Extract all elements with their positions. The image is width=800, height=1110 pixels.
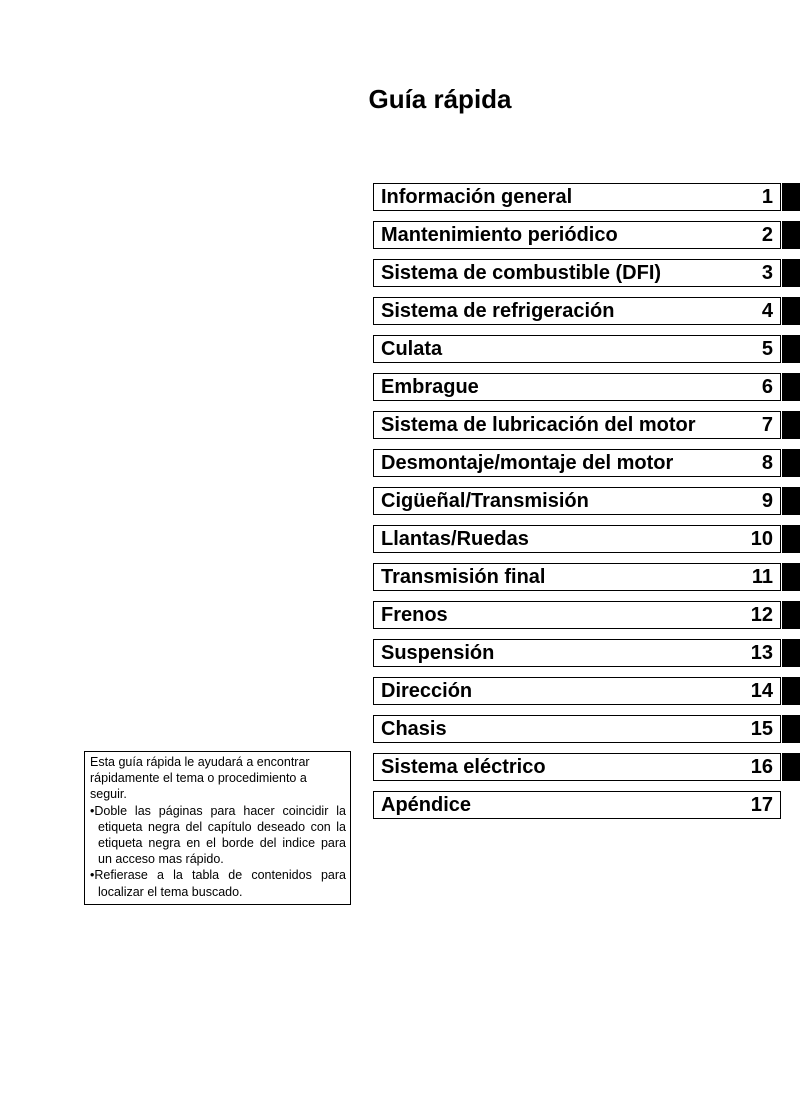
chapter-number: 17 xyxy=(750,794,773,816)
chapter-number: 8 xyxy=(761,452,773,474)
chapter-entry-3[interactable] xyxy=(373,259,800,287)
chapter-label: Sistema de combustible (DFI) xyxy=(381,262,662,284)
chapter-label: Suspensión xyxy=(381,642,495,664)
chapter-label: Transmisión final xyxy=(381,566,546,588)
chapter-entry-11[interactable] xyxy=(373,563,800,591)
chapter-number: 13 xyxy=(750,642,773,664)
chapter-entry-17[interactable] xyxy=(373,791,800,819)
chapter-entry-8[interactable] xyxy=(373,449,800,477)
chapter-entry-15[interactable] xyxy=(373,715,800,743)
chapter-tab xyxy=(782,563,800,591)
chapter-number: 6 xyxy=(761,376,773,398)
chapter-tab xyxy=(782,259,800,287)
chapter-label: Frenos xyxy=(381,604,448,626)
chapter-entry-10[interactable] xyxy=(373,525,800,553)
chapter-number: 14 xyxy=(750,680,773,702)
instructions-intro: Esta guía rápida le ayudará a encontrar rápidamente el tema o procedimiento a seguir. xyxy=(90,755,310,802)
chapter-label: Sistema eléctrico xyxy=(381,756,546,778)
chapter-number: 4 xyxy=(761,300,773,322)
chapter-number: 3 xyxy=(761,262,773,284)
chapter-entry-13[interactable] xyxy=(373,639,800,667)
chapter-label: Cigüeñal/Transmisión xyxy=(381,490,589,512)
chapter-tab xyxy=(782,183,800,211)
chapter-tab xyxy=(782,297,800,325)
chapter-label: Sistema de lubricación del motor xyxy=(381,414,696,436)
chapter-index xyxy=(373,183,800,829)
chapter-entry-6[interactable] xyxy=(373,373,800,401)
chapter-tab xyxy=(782,639,800,667)
chapter-entry-4[interactable] xyxy=(373,297,800,325)
chapter-entry-14[interactable] xyxy=(373,677,800,705)
chapter-number: 16 xyxy=(750,756,773,778)
chapter-entry-9[interactable] xyxy=(373,487,800,515)
page-title: Guía rápida xyxy=(368,84,512,114)
chapter-tab xyxy=(782,449,800,477)
chapter-entry-2[interactable] xyxy=(373,221,800,249)
chapter-label: Llantas/Ruedas xyxy=(381,528,529,550)
chapter-label: Mantenimiento periódico xyxy=(381,224,618,246)
chapter-tab xyxy=(782,601,800,629)
chapter-label: Dirección xyxy=(381,680,473,702)
chapter-label: Apéndice xyxy=(381,794,472,816)
chapter-entry-5[interactable] xyxy=(373,335,800,363)
chapter-entry-16[interactable] xyxy=(373,753,800,781)
chapter-tab xyxy=(782,221,800,249)
chapter-number: 12 xyxy=(750,604,773,626)
instructions-bullet: •Refierase a la tabla de contenidos para localizar el tema buscado. xyxy=(90,868,346,899)
chapter-number: 7 xyxy=(761,414,773,436)
chapter-entry-1[interactable] xyxy=(373,183,800,211)
chapter-tab xyxy=(782,487,800,515)
chapter-label: Chasis xyxy=(381,718,447,740)
chapter-label: Información general xyxy=(381,186,573,208)
chapter-number: 15 xyxy=(750,718,773,740)
chapter-tab xyxy=(782,525,800,553)
chapter-number: 2 xyxy=(761,224,773,246)
instructions-bullet: •Doble las páginas para hacer coincidir la etiqueta negra del capítulo deseado con la etiqueta negra en el borde del indice para un acceso mas rápido. xyxy=(90,803,346,867)
chapter-entry-12[interactable] xyxy=(373,601,800,629)
chapter-tab xyxy=(782,411,800,439)
chapter-tab xyxy=(782,373,800,401)
chapter-number: 11 xyxy=(751,566,773,588)
chapter-label: Desmontaje/montaje del motor xyxy=(381,452,674,474)
chapter-entry-7[interactable] xyxy=(373,411,800,439)
chapter-label: Culata xyxy=(381,338,443,360)
chapter-number: 10 xyxy=(750,528,773,550)
chapter-tab xyxy=(782,753,800,781)
chapter-tab xyxy=(782,677,800,705)
chapter-label: Sistema de refrigeración xyxy=(381,300,615,322)
chapter-number: 9 xyxy=(761,490,773,512)
chapter-label: Embrague xyxy=(381,376,479,398)
chapter-number: 5 xyxy=(761,338,773,360)
chapter-tab xyxy=(782,715,800,743)
instructions-box xyxy=(84,751,351,905)
chapter-tab xyxy=(782,335,800,363)
chapter-number: 1 xyxy=(761,186,773,208)
